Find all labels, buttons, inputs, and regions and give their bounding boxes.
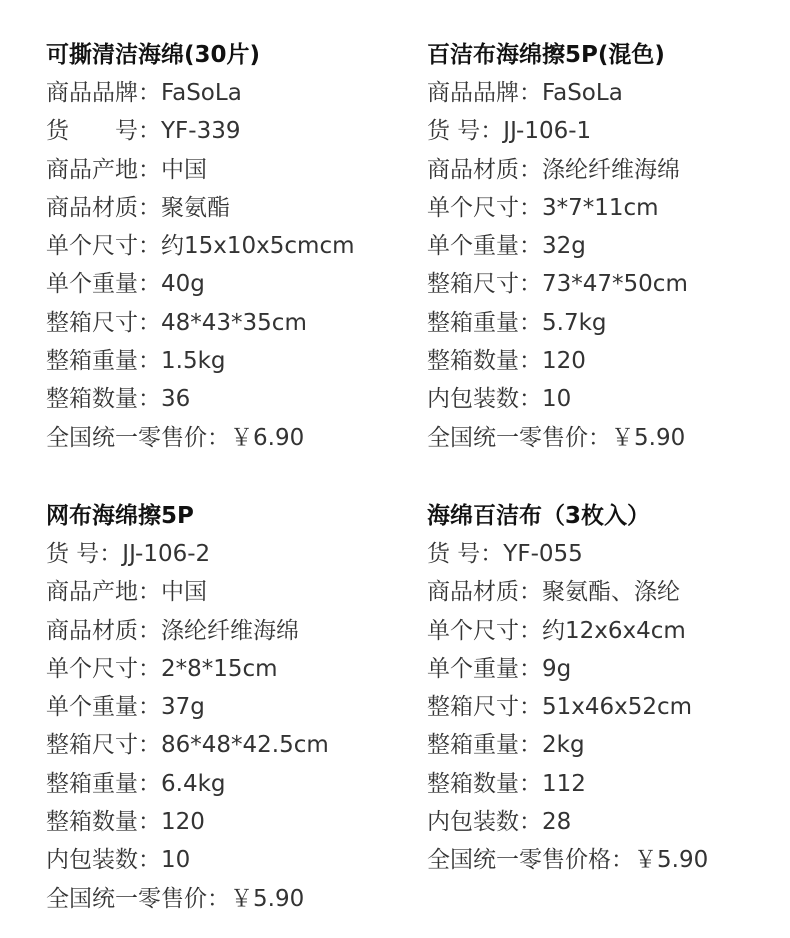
spec-material: 商品材质：涤纶纤维海绵: [46, 617, 299, 644]
spec-item-number: 货 号：JJ-106-2: [46, 541, 211, 567]
product-card-scrub-5p-mixed: [427, 36, 787, 457]
spec-material: 商品材质：聚氨酯: [46, 194, 230, 221]
product-card-sponge-30: [46, 36, 406, 457]
product-title: 百洁布海绵擦5P(混色): [427, 42, 665, 68]
spec-unit-size: 单个尺寸：约15x10x5cmcm: [46, 233, 355, 260]
product-card-mesh-scrub-5p: [46, 497, 406, 918]
spec-inner-pack: 内包装数：10: [427, 386, 572, 413]
spec-carton-weight: 整箱重量：2kg: [427, 732, 585, 759]
spec-carton-size: 整箱尺寸：86*48*42.5cm: [46, 732, 329, 759]
spec-unit-weight: 单个重量：40g: [46, 271, 205, 298]
spec-carton-quantity: 整箱数量：120: [46, 809, 205, 836]
product-title: 可撕清洁海绵(30片): [46, 42, 261, 68]
spec-retail-price: 全国统一零售价：￥5.90: [427, 424, 686, 451]
product-card-sponge-3pcs: [427, 497, 787, 880]
spec-carton-weight: 整箱重量：5.7kg: [427, 309, 607, 336]
spec-unit-size: 单个尺寸：3*7*11cm: [427, 194, 659, 221]
spec-retail-price: 全国统一零售价：￥5.90: [46, 885, 305, 912]
spec-inner-pack: 内包装数：28: [427, 809, 572, 836]
spec-brand: 商品品牌：FaSoLa: [46, 80, 242, 106]
spec-item-number: 货 号：JJ-106-1: [427, 118, 592, 145]
spec-material: 商品材质：涤纶纤维海绵: [427, 156, 680, 183]
spec-unit-size: 单个尺寸：2*8*15cm: [46, 655, 278, 682]
spec-unit-size: 单个尺寸：约12x6x4cm: [427, 617, 686, 644]
spec-origin: 商品产地：中国: [46, 156, 207, 183]
spec-carton-size: 整箱尺寸：73*47*50cm: [427, 271, 688, 298]
spec-unit-weight: 单个重量：9g: [427, 655, 572, 682]
spec-carton-quantity: 整箱数量：120: [427, 348, 586, 375]
spec-origin: 商品产地：中国: [46, 579, 207, 606]
spec-unit-weight: 单个重量：37g: [46, 694, 205, 721]
product-title: 海绵百洁布（3枚入）: [427, 503, 651, 529]
product-title: 网布海绵擦5P: [46, 503, 194, 529]
spec-retail-price: 全国统一零售价格：￥5.90: [427, 847, 709, 874]
spec-carton-weight: 整箱重量：6.4kg: [46, 770, 226, 797]
spec-unit-weight: 单个重量：32g: [427, 233, 586, 260]
spec-material: 商品材质：聚氨酯、涤纶: [427, 579, 680, 606]
spec-carton-size: 整箱尺寸：51x46x52cm: [427, 694, 693, 721]
spec-item-number: 货 号：YF-339: [46, 118, 241, 145]
spec-carton-quantity: 整箱数量：112: [427, 770, 586, 797]
spec-carton-weight: 整箱重量：1.5kg: [46, 348, 226, 375]
spec-inner-pack: 内包装数：10: [46, 847, 191, 874]
spec-carton-size: 整箱尺寸：48*43*35cm: [46, 309, 307, 336]
spec-retail-price: 全国统一零售价：￥6.90: [46, 424, 305, 451]
spec-item-number: 货 号：YF-055: [427, 541, 583, 567]
spec-brand: 商品品牌：FaSoLa: [427, 80, 623, 106]
spec-carton-quantity: 整箱数量：36: [46, 386, 191, 413]
